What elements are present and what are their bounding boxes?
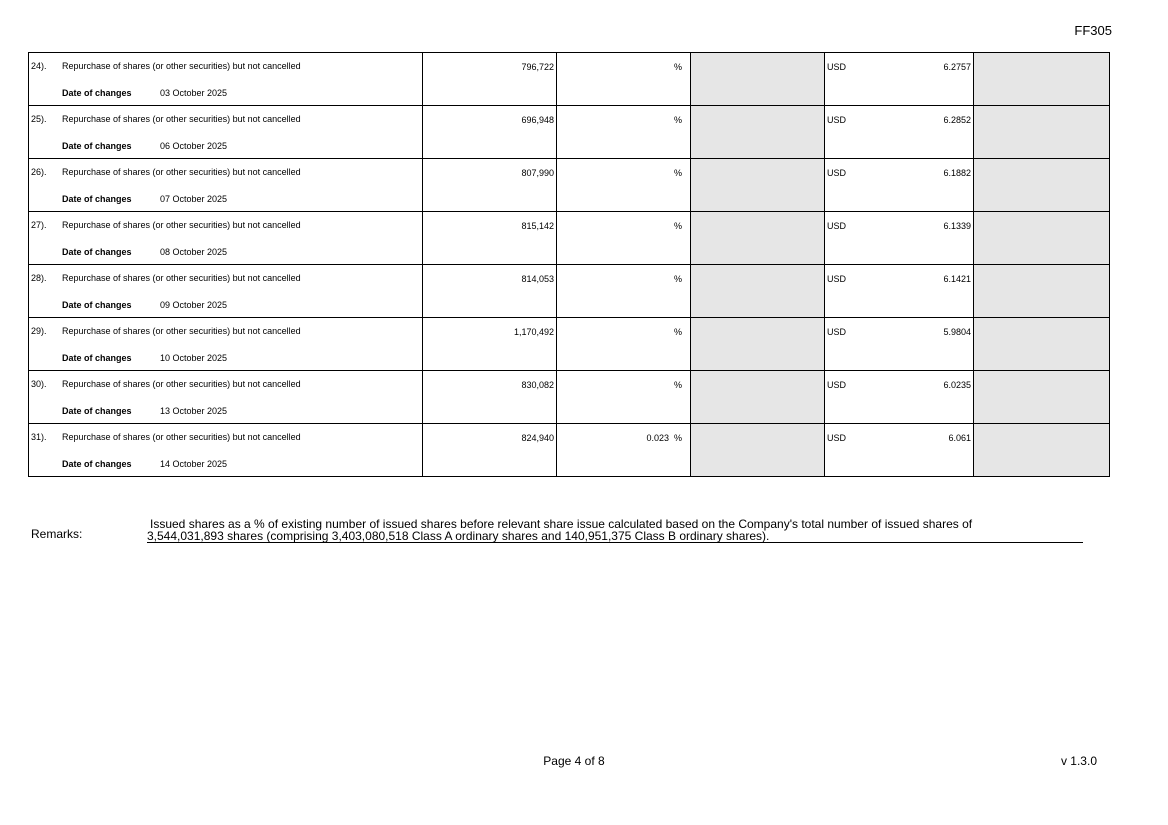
percentage-cell bbox=[557, 212, 691, 265]
price-cell bbox=[825, 318, 974, 371]
shaded-cell bbox=[974, 424, 1110, 477]
row-description: Repurchase of shares (or other securities) but not cancelled bbox=[62, 61, 301, 71]
remarks-text bbox=[147, 518, 1083, 543]
shares-value: 814,053 bbox=[521, 274, 554, 284]
percentage-value: % bbox=[673, 115, 682, 125]
row-description-cell bbox=[29, 159, 423, 212]
table-row bbox=[29, 53, 1110, 106]
row-description: Repurchase of shares (or other securities) but not cancelled bbox=[62, 220, 301, 230]
shares-value: 824,940 bbox=[521, 433, 554, 443]
version-label: v 1.3.0 bbox=[1060, 754, 1097, 768]
date-of-changes-value: 10 October 2025 bbox=[160, 353, 228, 363]
row-description: Repurchase of shares (or other securities) but not cancelled bbox=[62, 379, 301, 389]
price-cell bbox=[825, 212, 974, 265]
row-description-cell bbox=[29, 212, 423, 265]
row-description-cell bbox=[29, 318, 423, 371]
shaded-cell bbox=[691, 265, 825, 318]
shares-value: 815,142 bbox=[521, 221, 554, 231]
row-description: Repurchase of shares (or other securities) but not cancelled bbox=[62, 167, 301, 177]
row-number: 28). bbox=[31, 273, 47, 283]
percentage-cell bbox=[557, 424, 691, 477]
row-description-cell bbox=[29, 371, 423, 424]
shaded-cell bbox=[974, 53, 1110, 106]
shares-value: 1,170,492 bbox=[513, 327, 554, 337]
shaded-cell bbox=[691, 159, 825, 212]
table-row bbox=[29, 318, 1110, 371]
price-cell bbox=[825, 53, 974, 106]
shaded-cell bbox=[691, 212, 825, 265]
percentage-cell bbox=[557, 318, 691, 371]
percentage-value: % bbox=[673, 168, 682, 178]
shares-cell bbox=[423, 53, 557, 106]
date-of-changes-label: Date of changes bbox=[62, 406, 132, 416]
shaded-cell bbox=[691, 106, 825, 159]
shaded-cell bbox=[974, 159, 1110, 212]
percentage-cell bbox=[557, 265, 691, 318]
price-cell bbox=[825, 371, 974, 424]
percentage-cell bbox=[557, 371, 691, 424]
percentage-value: % bbox=[673, 327, 682, 337]
price-value: 6.061 bbox=[948, 433, 971, 443]
date-of-changes-label: Date of changes bbox=[62, 300, 132, 310]
shaded-cell bbox=[691, 424, 825, 477]
price-value: 6.2757 bbox=[943, 62, 971, 72]
remarks-label: Remarks: bbox=[31, 527, 83, 541]
shares-value: 830,082 bbox=[521, 380, 554, 390]
date-of-changes-value: 03 October 2025 bbox=[160, 88, 228, 98]
percentage-cell bbox=[557, 53, 691, 106]
percentage-value: 0.023 % bbox=[646, 433, 682, 443]
date-of-changes-value: 06 October 2025 bbox=[160, 141, 228, 151]
shares-cell bbox=[423, 106, 557, 159]
date-of-changes-value: 08 October 2025 bbox=[160, 247, 228, 257]
percentage-cell bbox=[557, 106, 691, 159]
row-number: 30). bbox=[31, 379, 47, 389]
shares-cell bbox=[423, 371, 557, 424]
price-cell bbox=[825, 265, 974, 318]
price-value: 6.0235 bbox=[943, 380, 971, 390]
shaded-cell bbox=[691, 318, 825, 371]
row-description-cell bbox=[29, 424, 423, 477]
date-of-changes-label: Date of changes bbox=[62, 194, 132, 204]
date-of-changes-label: Date of changes bbox=[62, 88, 132, 98]
shaded-cell bbox=[974, 106, 1110, 159]
row-description-cell bbox=[29, 265, 423, 318]
row-number: 24). bbox=[31, 61, 47, 71]
currency-code: USD bbox=[827, 62, 847, 72]
shares-value: 696,948 bbox=[521, 115, 554, 125]
date-of-changes-label: Date of changes bbox=[62, 353, 132, 363]
shares-value: 807,990 bbox=[521, 168, 554, 178]
price-cell bbox=[825, 424, 974, 477]
date-of-changes-label: Date of changes bbox=[62, 141, 132, 151]
row-description: Repurchase of shares (or other securities) but not cancelled bbox=[62, 273, 301, 283]
price-cell bbox=[825, 106, 974, 159]
row-number: 29). bbox=[31, 326, 47, 336]
shaded-cell bbox=[691, 371, 825, 424]
percentage-value: % bbox=[673, 221, 682, 231]
shares-cell bbox=[423, 212, 557, 265]
shares-cell bbox=[423, 424, 557, 477]
price-value: 5.9804 bbox=[943, 327, 971, 337]
row-description-cell bbox=[29, 106, 423, 159]
percentage-value: % bbox=[673, 62, 682, 72]
date-of-changes-value: 07 October 2025 bbox=[160, 194, 228, 204]
price-cell bbox=[825, 159, 974, 212]
shaded-cell bbox=[974, 371, 1110, 424]
row-number: 25). bbox=[31, 114, 47, 124]
price-value: 6.1882 bbox=[943, 168, 971, 178]
row-number: 27). bbox=[31, 220, 47, 230]
table-row bbox=[29, 159, 1110, 212]
shaded-cell bbox=[974, 265, 1110, 318]
currency-code: USD bbox=[827, 433, 847, 443]
shaded-cell bbox=[974, 212, 1110, 265]
date-of-changes-label: Date of changes bbox=[62, 247, 132, 257]
date-of-changes-label: Date of changes bbox=[62, 459, 132, 469]
form-code: FF305 bbox=[1074, 23, 1112, 38]
page-number: Page 4 of 8 bbox=[543, 754, 605, 768]
currency-code: USD bbox=[827, 327, 847, 337]
price-value: 6.1339 bbox=[943, 221, 971, 231]
remarks-line-2: 3,544,031,893 shares (comprising 3,403,080,518 Class A ordinary shares and 140,951,375 Class B ordinary shares). bbox=[147, 529, 770, 543]
shares-cell bbox=[423, 265, 557, 318]
row-description: Repurchase of shares (or other securities) but not cancelled bbox=[62, 114, 301, 124]
row-description: Repurchase of shares (or other securities) but not cancelled bbox=[62, 326, 301, 336]
row-description-cell bbox=[29, 53, 423, 106]
percentage-value: % bbox=[673, 274, 682, 284]
currency-code: USD bbox=[827, 115, 847, 125]
row-description: Repurchase of shares (or other securities) but not cancelled bbox=[62, 432, 301, 442]
row-number: 26). bbox=[31, 167, 47, 177]
currency-code: USD bbox=[827, 168, 847, 178]
date-of-changes-value: 14 October 2025 bbox=[160, 459, 228, 469]
date-of-changes-value: 13 October 2025 bbox=[160, 406, 228, 416]
table-row bbox=[29, 212, 1110, 265]
table-row bbox=[29, 265, 1110, 318]
currency-code: USD bbox=[827, 274, 847, 284]
currency-code: USD bbox=[827, 380, 847, 390]
currency-code: USD bbox=[827, 221, 847, 231]
share-movement-table bbox=[28, 52, 1110, 477]
row-number: 31). bbox=[31, 432, 47, 442]
price-value: 6.1421 bbox=[943, 274, 971, 284]
remarks-line-1: Issued shares as a % of existing number of issued shares before relevant share issue calculated based on the Company's total number of issued shares of bbox=[150, 517, 973, 531]
percentage-value: % bbox=[673, 380, 682, 390]
shares-value: 796,722 bbox=[521, 62, 554, 72]
shaded-cell bbox=[691, 53, 825, 106]
percentage-cell bbox=[557, 159, 691, 212]
price-value: 6.2852 bbox=[943, 115, 971, 125]
shares-cell bbox=[423, 159, 557, 212]
table-row bbox=[29, 371, 1110, 424]
shaded-cell bbox=[974, 318, 1110, 371]
table-row bbox=[29, 424, 1110, 477]
shares-cell bbox=[423, 318, 557, 371]
table-row bbox=[29, 106, 1110, 159]
date-of-changes-value: 09 October 2025 bbox=[160, 300, 228, 310]
